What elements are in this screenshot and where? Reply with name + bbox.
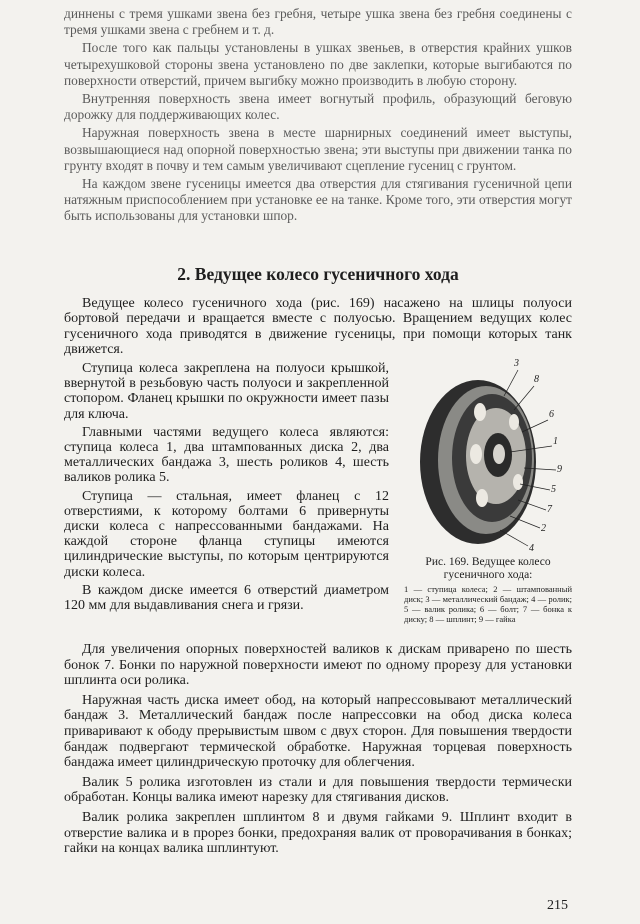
callout-line (500, 530, 528, 546)
intro-paragraph: диннены с тремя ушками звена без гребня, четыре ушка звена без гребня соединены с тремя ушками звена с гребнем и т. д. (64, 6, 572, 38)
callout-number: 7 (547, 504, 552, 515)
disk-hole (513, 474, 523, 490)
callout-number: 9 (557, 464, 562, 475)
column-paragraph: Ступица — стальная, имеет фланец с 12 отверстиями, к которому болтами 6 привернуты диски колеса с напрессованными бандажами. На каждой стороне фланца ступицы имеются цилиндрические выступы, по которым центрируются диски колеса. (64, 488, 389, 580)
disk-hole (474, 403, 486, 421)
left-column-text (64, 361, 389, 616)
callout-number: 8 (534, 374, 539, 385)
intro-paragraph: На каждом звене гусеницы имеется два отверстия для стягивания гусеничной цепи натяжным приспособлением при установке ее на танке. Кроме того, эти отверстия могут быть использованы для установки шпор. (64, 176, 572, 224)
page-number: 215 (547, 898, 568, 913)
column-paragraph: Главными частями ведущего колеса являются: ступица колеса 1, два штампованных диска 2, два металлических бандажа 3, шесть роликов 4, шесть валиков ролика 5. (64, 424, 389, 486)
lead-text-block (64, 296, 572, 358)
column-paragraph: В каждом диске имеется 6 отверстий диаметром 120 мм для выдавливания снега и грязи. (64, 582, 389, 614)
drive-wheel-illustration (400, 350, 575, 555)
caption-title: Рис. 169. Ведущее колесо гусеничного хода: (425, 556, 551, 581)
callout-line (504, 370, 518, 396)
callout-number: 1 (553, 436, 558, 447)
intro-paragraph: После того как пальцы установлены в ушках звеньев, в отверстия крайних ушков четырехушковой стороны звена установлено по две заклепки, которые выгибаются по поверхности отверстий, причем выгибку можно производить в любую сторону. (64, 40, 572, 88)
caption-legend: 1 — ступица колеса; 2 — штампованный диск; 3 — металлический бандаж; 4 — ролик; 5 — валик ролика; 6 — болт; 7 — бонка к диску; 8 — шплинт; 9 — гайка (404, 584, 572, 624)
callout-number: 5 (551, 484, 556, 495)
callout-number: 3 (514, 358, 519, 369)
intro-text-block (64, 6, 572, 227)
section-heading: 2. Ведущее колесо гусеничного хода (177, 264, 459, 284)
callout-line (514, 386, 534, 410)
body-paragraph: Валик 5 ролика изготовлен из стали и для повышения твердости термически обработан. Концы валика имеют нарезку для стягивания дисков. (64, 774, 572, 806)
disk-hole (476, 489, 488, 507)
callout-number: 2 (541, 523, 546, 534)
body-paragraph: Наружная часть диска имеет обод, на который напрессовывают металлический бандаж 3. Металлический бандаж после напрессовки на обод диска колеса приваривают к ободу прерывистым швом с двух сторон. Для повышения твердости бандаж подвергают термической обработке. Наружная торцевая поверхность бандажа имеет цилиндрическую проточку для облегчения. (64, 692, 572, 771)
lead-paragraph: Ведущее колесо гусеничного хода (рис. 169) насажено на шлицы полуоси бортовой передачи и вращается вместе с полуосью. Вращением ведущих колес гусеничного хода приводятся в движение гусеницы, при помощи которых танк движется. (64, 296, 572, 358)
body-paragraph: Для увеличения опорных поверхностей валиков к дискам приварено по шесть бонок 7. Бонки по наружной поверхности имеют по одному прорезу для установки шплинта оси ролика. (64, 642, 572, 689)
intro-paragraph: Наружная поверхность звена в месте шарнирных соединений имеет выступы, возвышающиеся над опорной поверхностью звена; эти выступы при движении танка по грунту входят в почву и тем самым увеличивают сцепление гусениц с грунтом. (64, 125, 572, 173)
disk-hole (470, 444, 482, 464)
column-paragraph: Ступица колеса закреплена на полуоси крышкой, ввернутой в резьбовую часть полуоси и закрепленной стопором. Фланец крышки по окружности имеет пазы для ключа. (64, 361, 389, 422)
callout-number: 4 (529, 543, 534, 554)
figure-caption (404, 556, 572, 624)
intro-paragraph: Внутренняя поверхность звена имеет вогнутый профиль, образующий беговую дорожку для поддерживающих колес. (64, 91, 572, 123)
bottom-text-block (64, 642, 572, 861)
body-paragraph: Валик ролика закреплен шплинтом 8 и двумя гайками 9. Шплинт входит в отверстие валика и в прорез бонки, предохраняя валик от проворачивания в бонках; гайки на концах валика шплинтуют. (64, 809, 572, 857)
drive-wheel-figure (400, 350, 575, 555)
hub-center (493, 444, 505, 464)
disk-hole (509, 414, 519, 430)
callout-number: 6 (549, 409, 554, 420)
